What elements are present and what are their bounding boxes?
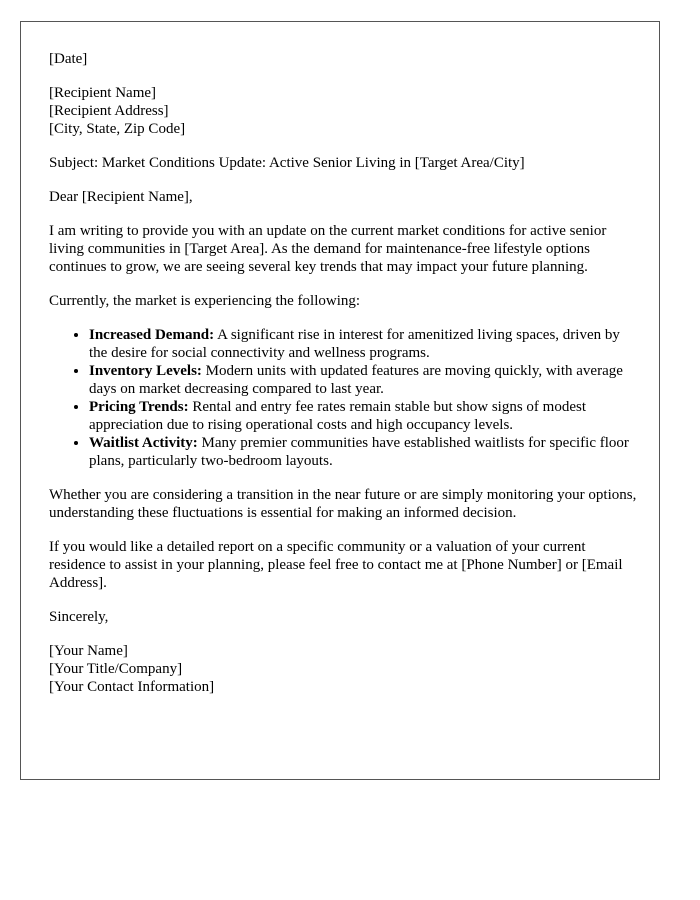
trend-item-increased-demand xyxy=(89,326,639,362)
letter-subject: Subject: Market Conditions Update: Active Senior Living in [Target Area/City] xyxy=(49,155,525,171)
sender-contact: [Your Contact Information] xyxy=(49,679,215,695)
trend-label: Inventory Levels: xyxy=(89,363,202,379)
trend-text: Rental and entry fee rates remain stable but show signs of modest appreciation due to rising operational costs and high occupancy levels. xyxy=(89,399,586,433)
paragraph-transition: Whether you are considering a transition in the near future or are simply monitoring your options, understanding these fluctuations is essential for making an informed decision. xyxy=(49,487,637,521)
sender-name: [Your Name] xyxy=(49,643,128,659)
trend-text: Modern units with updated features are moving quickly, with average days on market decreasing compared to last year. xyxy=(89,363,623,397)
letter-date: [Date] xyxy=(49,51,88,67)
letter-salutation: Dear [Recipient Name], xyxy=(49,189,193,205)
trends-list xyxy=(49,326,639,470)
trend-text: Many premier communities have established waitlists for specific floor plans, particularly two-bedroom layouts. xyxy=(89,435,629,469)
trend-text: A significant rise in interest for amenitized living spaces, driven by the desire for social connectivity and wellness programs. xyxy=(89,327,620,361)
sender-block xyxy=(49,642,639,696)
paragraph-contact: If you would like a detailed report on a specific community or a valuation of your current residence to assist in your planning, please feel free to contact me at [Phone Number] or [Email Address]. xyxy=(49,539,623,591)
recipient-block xyxy=(49,84,639,138)
trend-label: Waitlist Activity: xyxy=(89,435,198,451)
letter-page xyxy=(20,21,660,780)
recipient-city: [City, State, Zip Code] xyxy=(49,121,186,137)
trend-label: Increased Demand: xyxy=(89,327,215,343)
letter-closing: Sincerely, xyxy=(49,609,109,625)
trend-label: Pricing Trends: xyxy=(89,399,189,415)
letter-intro: I am writing to provide you with an update on the current market conditions for active senior living communities in [Target Area]. As the demand for maintenance-free lifestyle options continues to grow, we are seeing several key trends that may impact your future planning. xyxy=(49,223,607,275)
trend-item-inventory-levels xyxy=(89,362,639,398)
recipient-name: [Recipient Name] xyxy=(49,85,157,101)
list-intro: Currently, the market is experiencing the following: xyxy=(49,293,361,309)
letter-content xyxy=(49,50,639,696)
trend-item-pricing-trends xyxy=(89,398,639,434)
trend-item-waitlist-activity xyxy=(89,434,639,470)
sender-title: [Your Title/Company] xyxy=(49,661,183,677)
recipient-address: [Recipient Address] xyxy=(49,103,169,119)
